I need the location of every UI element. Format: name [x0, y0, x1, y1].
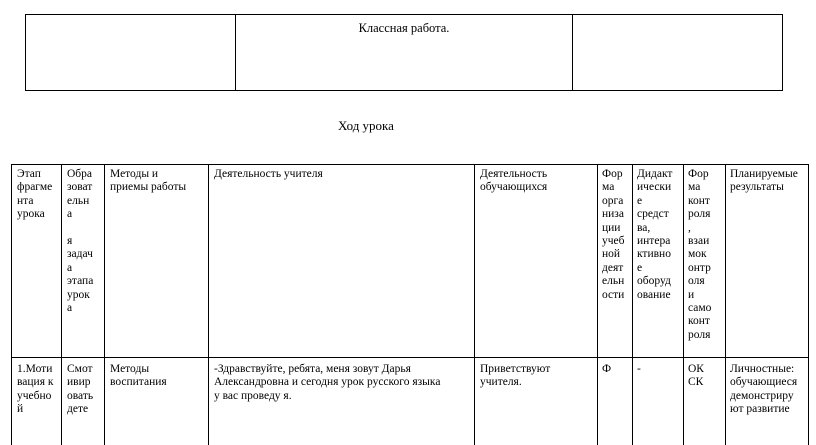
- row1-task: Смот ивир овать дете: [67, 363, 94, 416]
- header-students: Деятельность обучающихся: [480, 168, 548, 194]
- row1-didactic: -: [637, 363, 641, 375]
- row1-stage: 1.Моти вация к учебно й: [17, 363, 54, 416]
- col-students: [475, 165, 598, 445]
- header-teacher: Деятельность учителя: [214, 168, 323, 180]
- header-stage: Этап фрагме нта урока: [17, 168, 53, 221]
- col-methods: [105, 165, 209, 445]
- top-cell-right: [573, 15, 784, 90]
- header-methods: Методы и приемы работы: [110, 168, 187, 194]
- header-form-org: Фор ма орга низа ции учеб ной деят ельн ости: [602, 168, 625, 301]
- row1-teacher: -Здравствуйте, ребята, меня зовут Дарья Александровна и сегодня урок русского языка у вас проведу я.: [214, 363, 441, 402]
- row1-form-org: Ф: [602, 363, 612, 375]
- row1-methods: Методы воспитания: [110, 363, 167, 389]
- header-task: Обра зоват ельн а я задач а этапа урок а: [67, 168, 94, 315]
- row1-results: Личностные: обучающиеся демонстриру ют развитие: [730, 363, 798, 416]
- lesson-heading: Ход урока: [338, 118, 394, 133]
- header-results: Планируемые результаты: [730, 168, 798, 194]
- top-cell-left: [26, 15, 236, 90]
- row1-control: ОК СК: [688, 363, 704, 389]
- header-control: Фор ма конт роля , взаи мок онтр оля и само конт роля: [688, 168, 712, 341]
- top-title: Классная работа.: [358, 21, 450, 35]
- lesson-table: [11, 164, 809, 445]
- top-cell-center: [236, 15, 573, 90]
- top-table: [25, 14, 783, 91]
- row-divider: [12, 357, 809, 358]
- header-didactic: Дидакт ически е средст ва, интера ктивно е оборуд ование: [637, 168, 673, 301]
- row1-students: Приветствуют учителя.: [480, 363, 551, 389]
